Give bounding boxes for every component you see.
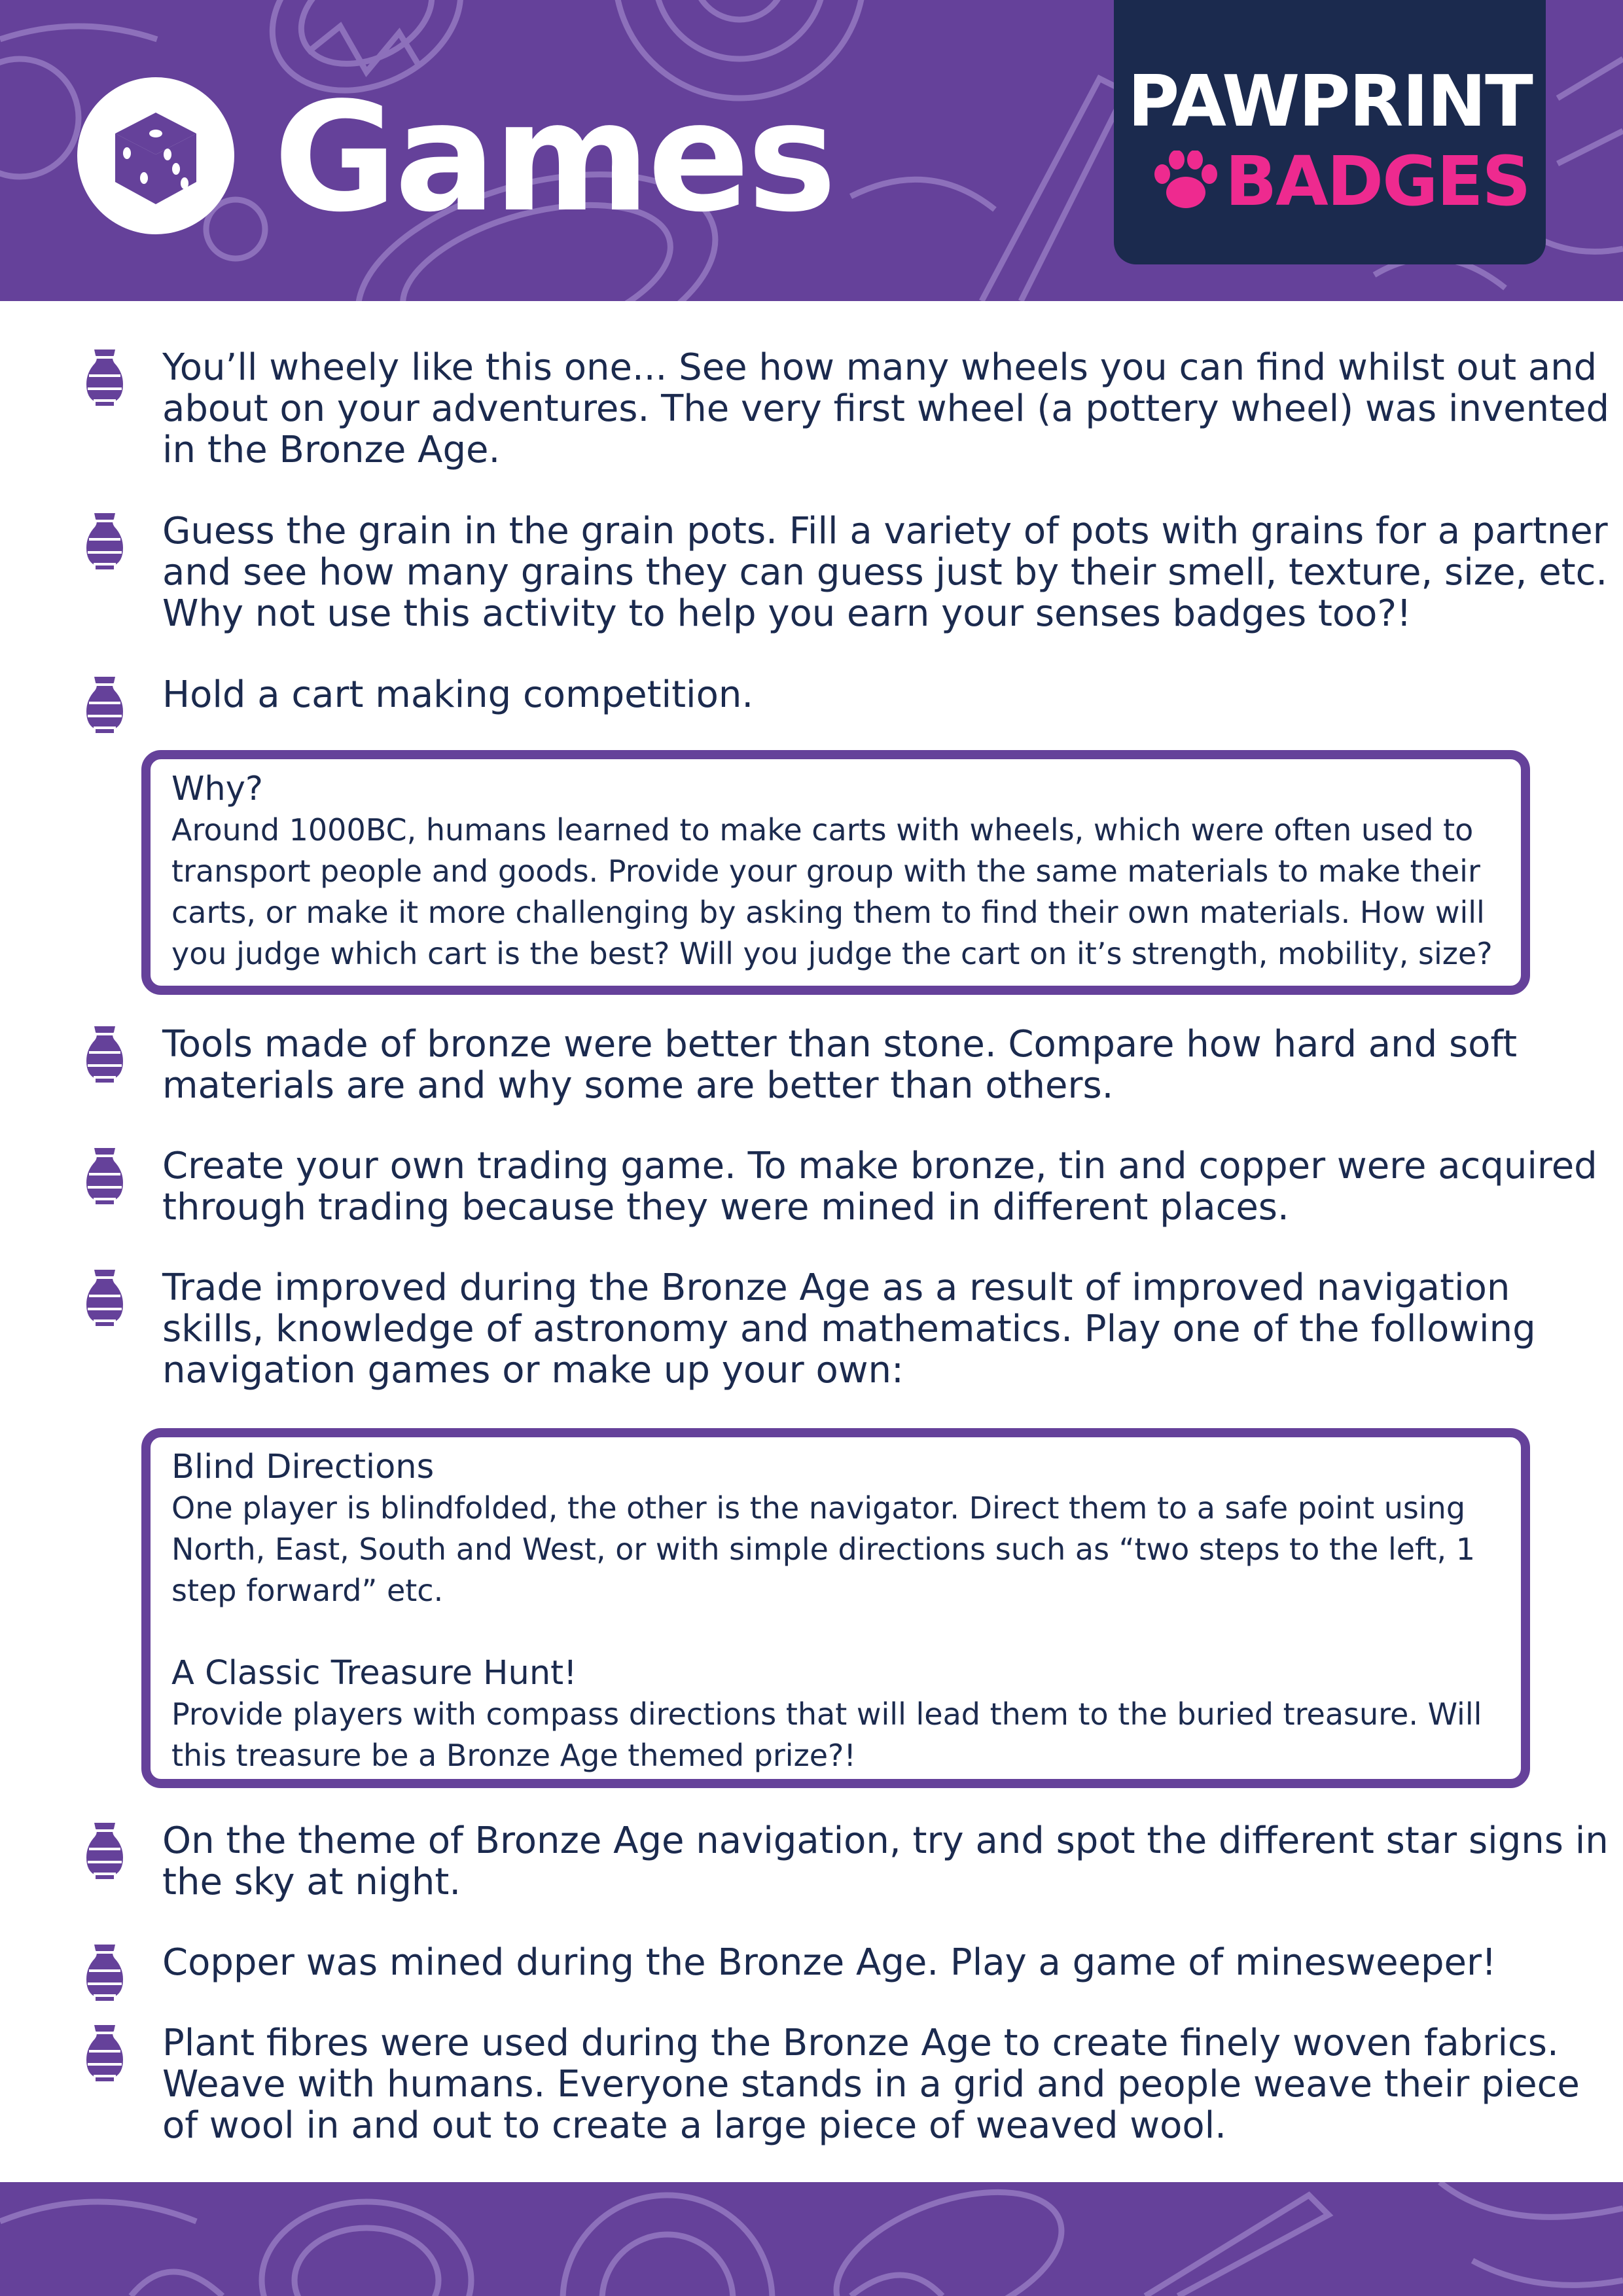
pot-icon xyxy=(85,350,124,407)
paw-icon xyxy=(1153,151,1219,211)
decorative-pattern xyxy=(0,2182,1623,2296)
navigation-games-box xyxy=(141,1428,1530,1788)
pot-icon xyxy=(85,1945,124,2002)
list-item-text: Trade improved during the Bronze Age as a result of improved navigation skills, knowledge of astronomy and mathematics. Play one of the following navigation games or make up your own: xyxy=(162,1266,1536,1391)
pawprint-badges-logo xyxy=(1114,0,1546,264)
why-box-body: Around 1000BC, humans learned to make carts with wheels, which were often used to transport people and goods. Provide your group with the same materials to make their carts, or make it more challenging by asking them to find their own materials. How will you judge which cart is the best? Will you judge the cart on it’s strength, mobility, size? xyxy=(171,812,1493,971)
list-item-text: On the theme of Bronze Age navigation, try and spot the different star signs in the sky at night. xyxy=(162,1820,1609,1903)
page-footer xyxy=(0,2182,1623,2296)
list-item-text: Plant fibres were used during the Bronze Age to create finely woven fabrics. Weave with humans. Everyone stands in a grid and people weave their piece of wool in and out to create a large piece of weaved wool. xyxy=(162,2022,1580,2147)
game-body-blind-directions: One player is blindfolded, the other is the navigator. Direct them to a safe point using North, East, South and West, or with simple directions such as “two steps to the left, 1 step forward” etc. xyxy=(171,1490,1475,1608)
list-item-text: Hold a cart making competition. xyxy=(162,673,754,716)
pot-icon xyxy=(85,2025,124,2083)
game-title-blind-directions: Blind Directions xyxy=(171,1448,435,1486)
list-item-text: Tools made of bronze were better than stone. Compare how hard and soft materials are and why some are better than others. xyxy=(162,1023,1518,1107)
page-title: Games xyxy=(274,71,834,245)
why-info-box xyxy=(141,750,1530,995)
logo-text-badges: BADGES xyxy=(1225,141,1530,221)
list-item-text: You’ll wheely like this one... See how many wheels you can find whilst out and about on your adventures. The very first wheel (a pottery wheel) was invented in the Bronze Age. xyxy=(162,346,1610,471)
list-item-text: Copper was mined during the Bronze Age. Play a game of minesweeper! xyxy=(162,1941,1497,1984)
list-item-text: Guess the grain in the grain pots. Fill a variety of pots with grains for a partner and see how many grains they can guess just by their smell, texture, size, etc. Why not use this activity to help you earn your senses badges too?! xyxy=(162,510,1608,635)
pot-icon xyxy=(85,1026,124,1084)
dice-icon xyxy=(77,77,234,234)
pot-icon xyxy=(85,677,124,734)
why-box-title: Why? xyxy=(171,770,264,808)
game-title-treasure-hunt: A Classic Treasure Hunt! xyxy=(171,1654,577,1693)
pot-icon xyxy=(85,1270,124,1327)
pot-icon xyxy=(85,513,124,571)
pot-icon xyxy=(85,1823,124,1880)
list-item-text: Create your own trading game. To make bronze, tin and copper were acquired through trading because they were mined in different places. xyxy=(162,1145,1597,1229)
pot-icon xyxy=(85,1148,124,1206)
game-body-treasure-hunt: Provide players with compass directions that will lead them to the buried treasure. Will this treasure be a Bronze Age themed prize?! xyxy=(171,1696,1482,1773)
logo-text-pawprint: PAWPRINT xyxy=(1128,61,1532,143)
page-header xyxy=(0,0,1623,301)
